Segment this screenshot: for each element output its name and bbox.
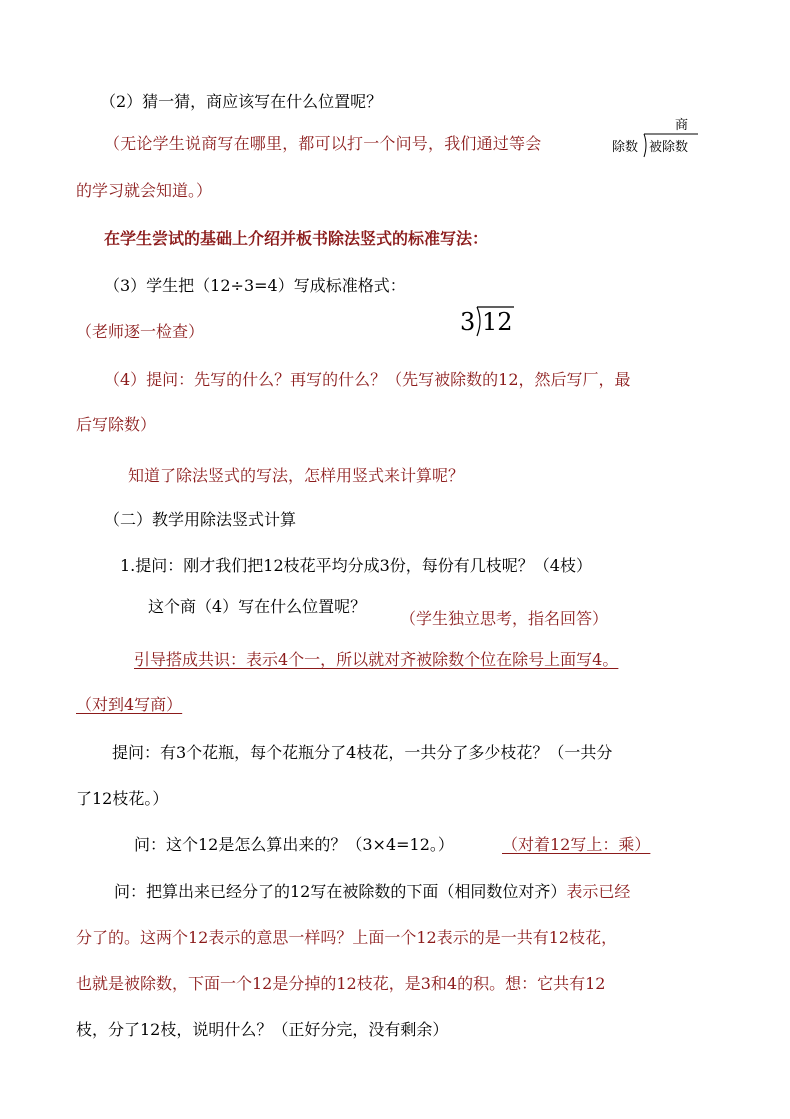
diagram-divisor-label: 除数	[612, 140, 639, 155]
line-guide-consensus: 引导搭成共识：表示4个一，所以就对齐被除数个位在除号上面写4。	[134, 650, 619, 669]
line-write-multiply: （对着12写上：乘）	[502, 835, 651, 854]
line-write-12-below-red: 表示已经	[566, 882, 631, 901]
diagram-quotient-label: 商	[675, 118, 689, 133]
line-note-continued: 的学习就会知道。）	[76, 181, 213, 200]
line-question-each-share: 1.提问：刚才我们把12枝花平均分成3份，每份有几枝呢？（4枝）	[120, 556, 592, 575]
long-division-3-12	[460, 304, 520, 340]
line-introduce-standard-form: 在学生尝试的基础上介绍并板书除法竖式的标准写法：	[104, 229, 489, 248]
long-division-divisor: 3	[460, 308, 476, 336]
division-layout-diagram	[612, 116, 702, 160]
line-write-12-below-main: 问：把算出来已经分了的12写在被除数的下面（相同数位对齐）	[114, 882, 567, 901]
line-ask-order-continued: 后写除数）	[76, 415, 157, 434]
line-align-to-4: （对到4写商）	[76, 695, 183, 714]
line-teacher-check: （老师逐一检查）	[76, 322, 205, 341]
line-where-quotient: 这个商（4）写在什么位置呢？	[148, 597, 367, 616]
long-division-dividend: 12	[482, 308, 513, 336]
line-student-think: （学生独立思考，指名回答）	[400, 609, 609, 628]
section-heading-teach-calculation: （二）教学用除法竖式计算	[104, 510, 297, 529]
line-guess-quotient: （2）猜一猜，商应该写在什么位置呢？	[100, 92, 383, 111]
line-question-vases: 提问：有3个花瓶，每个花瓶分了4枝花，一共分了多少枝花？（一共分	[112, 743, 613, 762]
line-note-question-mark: （无论学生说商写在哪里，都可以打一个问号，我们通过等会	[104, 134, 542, 153]
line-how-to-calculate: 知道了除法竖式的写法，怎样用竖式来计算呢？	[128, 466, 465, 485]
line-student-write-format: （3）学生把（12÷3=4）写成标准格式：	[104, 276, 406, 295]
line-how-12-computed: 问：这个12是怎么算出来的？（3×4=12。）	[134, 835, 454, 854]
line-no-remainder: 枝，分了12枝，说明什么？（正好分完，没有剩余）	[76, 1020, 449, 1039]
line-ask-order: （4）提问：先写的什么？再写的什么？（先写被除数的12，然后写厂，最	[104, 370, 631, 389]
line-write-12-below	[114, 881, 630, 903]
line-compare-twelves: 分了的。这两个12表示的意思一样吗？上面一个12表示的是一共有12枝花，	[76, 928, 618, 947]
line-question-vases-continued: 了12枝花。）	[76, 789, 169, 808]
line-dividend-product: 也就是被除数，下面一个12是分掉的12枝花，是3和4的积。想：它共有12	[76, 974, 606, 993]
diagram-dividend-label: 被除数	[649, 140, 689, 155]
